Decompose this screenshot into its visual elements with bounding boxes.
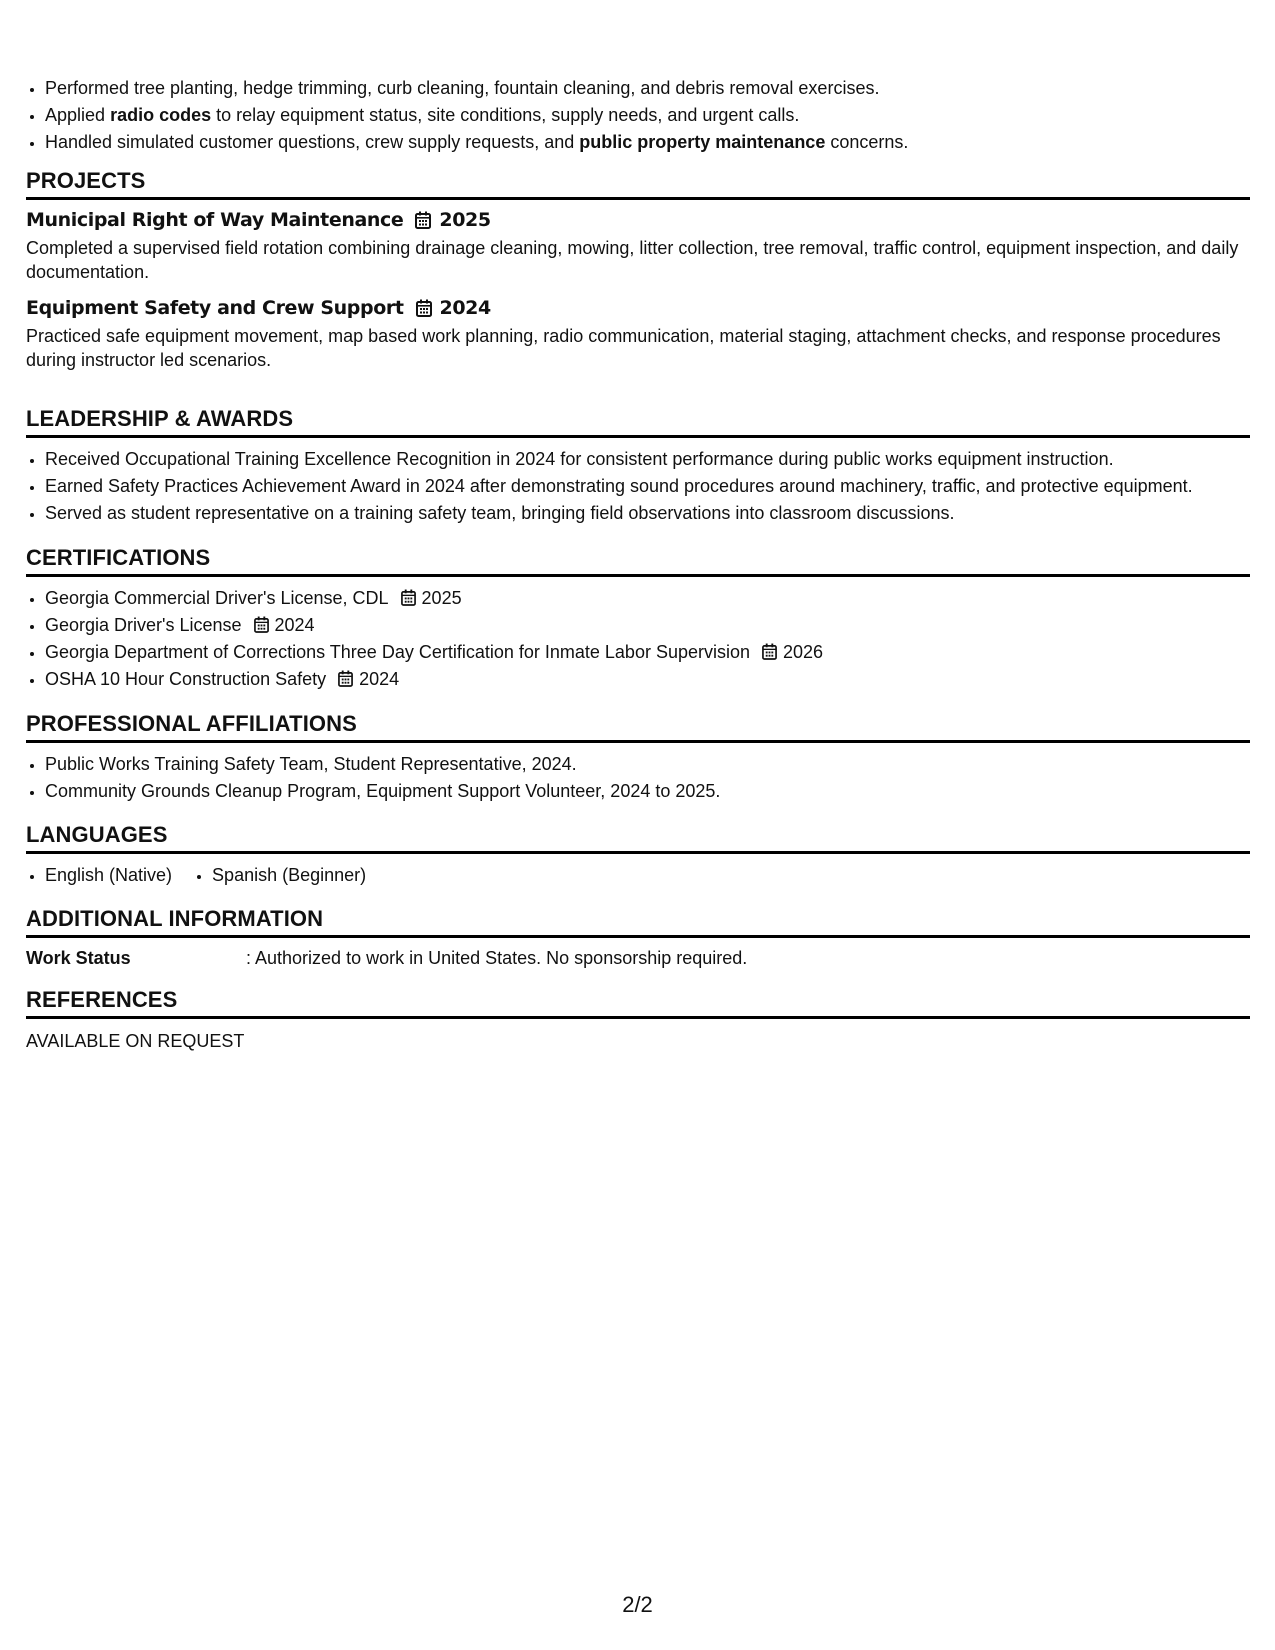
- work-status-label: Work Status: [26, 948, 131, 968]
- experience-bullet: [45, 75, 1265, 102]
- affiliations-section: [26, 711, 1250, 805]
- certification-year: 2026: [783, 642, 824, 662]
- bullet-text: to relay equipment status, site conditions, supply needs, and urgent calls.: [211, 105, 800, 125]
- certification-year: 2025: [421, 588, 462, 608]
- certifications-section: [26, 545, 1250, 693]
- section-heading-languages: LANGUAGES: [26, 822, 1250, 854]
- certification-item: [45, 585, 1250, 612]
- project-item: [26, 208, 1250, 284]
- section-heading-leadership: LEADERSHIP & AWARDS: [26, 406, 1250, 438]
- list-item: • Served as student representative on a training safety team, bringing field observations into classroom discussions.: [45, 500, 1250, 527]
- experience-bullet: [45, 129, 1265, 156]
- calendar-icon: [415, 211, 431, 229]
- calendar-icon: [401, 589, 416, 606]
- languages-section: [26, 822, 1250, 889]
- project-description: Completed a supervised field rotation combining drainage cleaning, mowing, litter collection, tree removal, traffic control, equipment inspection, and daily documentation.: [26, 238, 1239, 282]
- affiliations-list: [26, 751, 1250, 805]
- leadership-list: [26, 446, 1250, 527]
- bullet-keyword: radio codes: [110, 105, 212, 125]
- calendar-icon: [416, 299, 432, 317]
- certification-name: Georgia Commercial Driver's License, CDL: [45, 588, 389, 608]
- bullet-text: Performed tree planting, hedge trimming, curb cleaning, fountain cleaning, and debris removal exercises.: [45, 78, 880, 98]
- languages-list: [26, 862, 1250, 889]
- experience-bullets: [26, 75, 1265, 156]
- certification-name: OSHA 10 Hour Construction Safety: [45, 669, 327, 689]
- bullet-text: Applied: [45, 105, 111, 125]
- project-title: Equipment Safety and Crew Support: [26, 297, 404, 319]
- certification-year: 2024: [359, 669, 400, 689]
- leadership-section: [26, 406, 1250, 527]
- project-title-row: [26, 208, 1250, 232]
- certification-name: Georgia Department of Corrections Three Day Certification for Inmate Labor Supervision: [45, 642, 750, 662]
- project-item: [26, 296, 1250, 372]
- language-item: • Spanish (Beginner): [212, 862, 366, 889]
- section-heading-certifications: CERTIFICATIONS: [26, 545, 1250, 577]
- bullet-text: concerns.: [825, 132, 909, 152]
- references-text: AVAILABLE ON REQUEST: [26, 1031, 245, 1051]
- project-year: 2025: [439, 209, 491, 231]
- project-title-row: [26, 296, 1250, 320]
- work-status-value: : Authorized to work in United States. No sponsorship required.: [246, 948, 748, 968]
- calendar-icon: [762, 643, 777, 660]
- list-item: • Earned Safety Practices Achievement Award in 2024 after demonstrating sound procedures around machinery, traffic, and protective equipment.: [45, 473, 1250, 500]
- certification-item: [45, 639, 1250, 666]
- certifications-list: [26, 585, 1250, 693]
- page-number: 2/2: [622, 1592, 653, 1617]
- work-status-row: [26, 946, 1250, 970]
- project-description: Practiced safe equipment movement, map based work planning, radio communication, material staging, attachment checks, and response procedures during instructor led scenarios.: [26, 326, 1221, 370]
- certification-year: 2024: [274, 615, 315, 635]
- bullet-keyword: public property maintenance: [579, 132, 826, 152]
- list-item: • Public Works Training Safety Team, Student Representative, 2024.: [45, 751, 1250, 778]
- section-heading-additional-info: ADDITIONAL INFORMATION: [26, 906, 1250, 938]
- certification-item: [45, 666, 1250, 693]
- calendar-icon: [254, 616, 269, 633]
- project-title: Municipal Right of Way Maintenance: [26, 209, 404, 231]
- section-heading-references: REFERENCES: [26, 987, 1250, 1019]
- references-section: [26, 987, 1250, 1053]
- list-item: • Community Grounds Cleanup Program, Equipment Support Volunteer, 2024 to 2025.: [45, 778, 1250, 805]
- section-heading-affiliations: PROFESSIONAL AFFILIATIONS: [26, 711, 1250, 743]
- project-year: 2024: [439, 297, 491, 319]
- experience-bullet: [45, 102, 1265, 129]
- language-item: • English (Native): [45, 862, 172, 889]
- bullet-text: Handled simulated customer questions, crew supply requests, and: [45, 132, 580, 152]
- calendar-icon: [338, 670, 353, 687]
- certification-name: Georgia Driver's License: [45, 615, 242, 635]
- section-heading-projects: PROJECTS: [26, 168, 1250, 200]
- certification-item: [45, 612, 1250, 639]
- list-item: • Received Occupational Training Excellence Recognition in 2024 for consistent performance during public works equipment instruction.: [45, 446, 1250, 473]
- projects-section: [26, 168, 1250, 372]
- additional-info-section: [26, 906, 1250, 970]
